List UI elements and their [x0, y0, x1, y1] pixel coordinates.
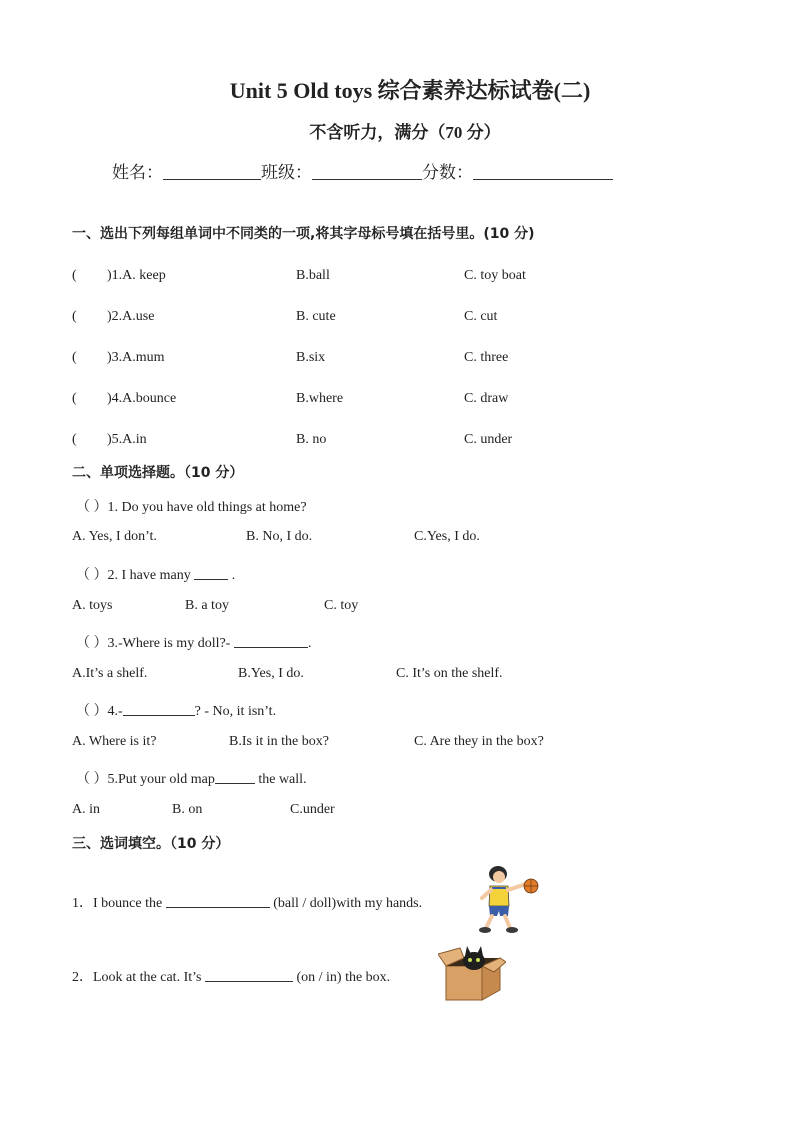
p2-q1-option-c: C.Yes, I do. [414, 529, 480, 544]
p2-q2-option-a: A. toys [72, 598, 113, 613]
p2-q2-stem-pre: （ ）2. I have many [76, 568, 195, 583]
p3-q2-blank[interactable] [205, 969, 293, 982]
p1-q1-option-c: C. toy boat [464, 268, 526, 283]
p1-q5-paren: ( [72, 432, 77, 447]
p1-q3-paren: ( [72, 350, 77, 365]
boy-basketball-illustration [478, 862, 544, 934]
p1-q1-option-a: )1.A. keep [107, 268, 166, 283]
p1-q2-paren: ( [72, 309, 77, 324]
p2-q3-stem-pre: （ ）3.-Where is my doll?- [76, 636, 234, 651]
p3-q2-post: (on / in) the box. [292, 970, 391, 985]
p1-q4-paren: ( [72, 391, 77, 406]
p1-q3-option-b: B.six [296, 350, 326, 365]
p2-q4-option-a: A. Where is it? [72, 734, 157, 749]
p2-q1-stem: （ ）1. Do you have old things at home? [76, 500, 307, 515]
p2-q5-stem [76, 768, 307, 788]
p1-q4-option-b: B.where [296, 391, 344, 406]
p2-q1-option-a: A. Yes, I don’t. [72, 529, 157, 544]
p1-q4-option-c: C. draw [464, 391, 509, 406]
p2-q4-stem-pre: （ ）4.- [76, 704, 123, 719]
p2-q3-stem-post: . [307, 636, 312, 651]
p3-q2 [72, 966, 390, 986]
p2-q5-blank[interactable] [215, 771, 255, 784]
class-label: 班级： [261, 163, 312, 183]
p1-q5-option-a: )5.A.in [107, 432, 147, 447]
class-field[interactable] [312, 163, 422, 180]
p2-q5-stem-pre: （ ）5.Put your old map [76, 772, 215, 787]
p3-q1 [72, 892, 422, 912]
p3-q1-post: (ball / doll)with my hands. [269, 896, 423, 911]
p1-q5-option-b: B. no [296, 432, 327, 447]
p2-q3-option-c: C. It’s on the shelf. [396, 666, 503, 681]
p3-q1-blank[interactable] [166, 895, 270, 908]
p2-q2-stem [76, 564, 235, 584]
name-label: 姓名： [112, 163, 163, 183]
p1-q4-option-a: )4.A.bounce [107, 391, 177, 406]
p1-q2-option-c: C. cut [464, 309, 498, 324]
p2-q4-stem-post: ? - No, it isn’t. [194, 704, 277, 719]
p2-q1-option-b: B. No, I do. [246, 529, 313, 544]
student-info [112, 158, 613, 183]
part3-heading: 三、选词填空。（10 分） [72, 836, 230, 852]
p2-q5-option-c: C.under [290, 802, 335, 817]
p2-q2-option-c: C. toy [324, 598, 359, 613]
page-subtitle: 不含听力，满分（70 分） [309, 123, 501, 142]
p2-q4-option-c: C. Are they in the box? [414, 734, 544, 749]
p2-q3-option-b: B.Yes, I do. [238, 666, 304, 681]
part1-heading: 一、选出下列每组单词中不同类的一项,将其字母标号填在括号里。(10 分) [72, 226, 535, 242]
part2-heading: 二、单项选择题。（10 分） [72, 465, 244, 481]
p3-q2-pre: 2．Look at the cat. It’s [72, 970, 205, 985]
cat-in-box-illustration [438, 944, 506, 1002]
p2-q2-option-b: B. a toy [185, 598, 229, 613]
score-label: 分数： [422, 163, 473, 183]
p2-q3-option-a: A.It’s a shelf. [72, 666, 148, 681]
p1-q2-option-a: )2.A.use [107, 309, 155, 324]
p2-q2-stem-post: . [228, 568, 236, 583]
p2-q5-option-a: A. in [72, 802, 100, 817]
p2-q4-stem [76, 700, 276, 720]
p2-q3-stem [76, 632, 311, 652]
p2-q5-option-b: B. on [172, 802, 203, 817]
p1-q3-option-c: C. three [464, 350, 509, 365]
p2-q5-stem-post: the wall. [254, 772, 307, 787]
p1-q1-paren: ( [72, 268, 77, 283]
p2-q4-option-b: B.Is it in the box? [229, 734, 329, 749]
p1-q1-option-b: B.ball [296, 268, 330, 283]
p1-q3-option-a: )3.A.mum [107, 350, 165, 365]
p3-q1-pre: 1．I bounce the [72, 896, 166, 911]
p1-q5-option-c: C. under [464, 432, 513, 447]
p2-q3-blank[interactable] [234, 635, 308, 648]
p1-q2-option-b: B. cute [296, 309, 336, 324]
name-field[interactable] [163, 163, 261, 180]
p2-q2-blank[interactable] [194, 567, 228, 580]
page-title: Unit 5 Old toys 综合素养达标试卷(二) [229, 78, 591, 103]
score-field[interactable] [473, 163, 613, 180]
p2-q4-blank[interactable] [123, 703, 195, 716]
